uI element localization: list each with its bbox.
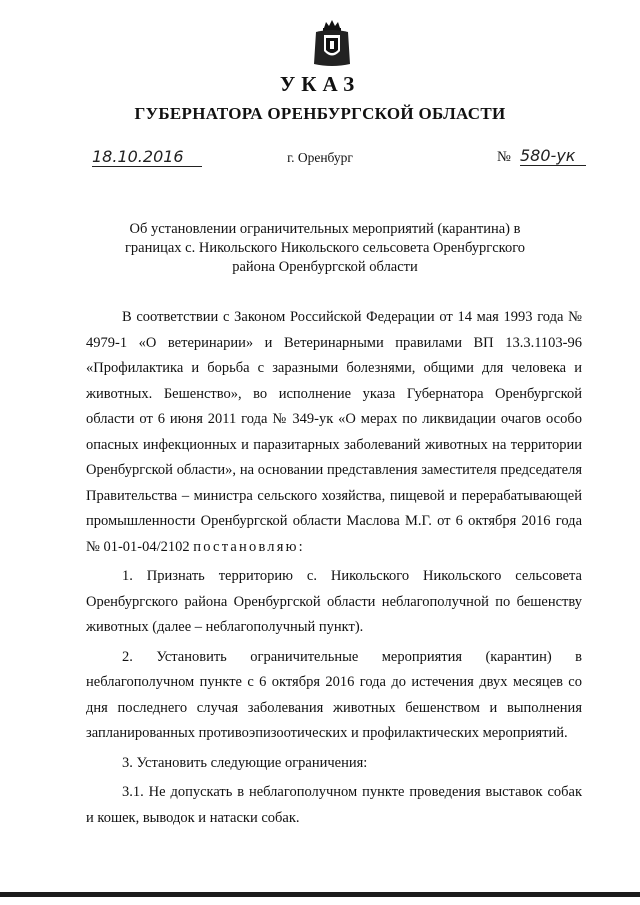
number-sign: № <box>497 149 511 165</box>
page-bottom-rule <box>0 892 640 897</box>
document-body <box>86 305 582 835</box>
item-1: 1. Признать территорию с. Никольского Никольского сельсовета Оренбургского района Оренбургской области неблагополучной по бешенству животных (далее – неблагополучный пункт). <box>86 568 582 635</box>
document-title: УКАЗ <box>279 72 361 96</box>
item-2: 2. Установить ограничительные мероприятия (карантин) в неблагополучном пункте с 6 октября 2016 года до истечения двух месяцев со дня последнего случая заболевания животных бешенством и выполнения запланированных противоэпизоотических и профилактических мероприятий. <box>86 648 582 741</box>
preamble-text: В соответствии с Законом Российской Федерации от 14 мая 1993 года № 4979-1 «О ветеринарии» и Ветеринарными правилами ВП 13.3.1103-96 «Профилактика и борьба с заразными болезнями, общими для человека и животных. Бешенство», во исполнение указа Губернатора Оренбургской области от 6 июня 2011 года № 349-ук «О мерах по ликвидации очагов особо опасных инфекционных и паразитарных заболеваний животных на территории Оренбургской области», на основании представления заместителя председателя Правительства – министра сельского хозяйства, пищевой и перерабатывающей промышленности Оренбургской области Маслова М.Г. от 6 октября 2016 года № 01-01-04/2102 <box>86 309 582 555</box>
document-number: 580-ук <box>520 146 586 166</box>
document-city: г. Оренбург <box>287 150 353 165</box>
item-3-1: 3.1. Не допускать в неблагополучном пункте проведения выставок собак и кошек, выводок и натаски собак. <box>86 784 582 826</box>
document-date: 18.10.2016 <box>92 147 202 167</box>
decree-word: постановляю: <box>193 538 305 555</box>
document-subtitle: ГУБЕРНАТОРА ОРЕНБУРГСКОЙ ОБЛАСТИ <box>134 104 506 123</box>
preamble-paragraph <box>86 305 582 560</box>
coat-of-arms-icon <box>312 18 352 68</box>
document-subject: Об установлении ограничительных мероприятий (карантина) в границах с. Никольского Никольского сельсовета Оренбургского района Оренбургской области <box>124 221 526 275</box>
item-3: 3. Установить следующие ограничения: <box>122 754 368 771</box>
